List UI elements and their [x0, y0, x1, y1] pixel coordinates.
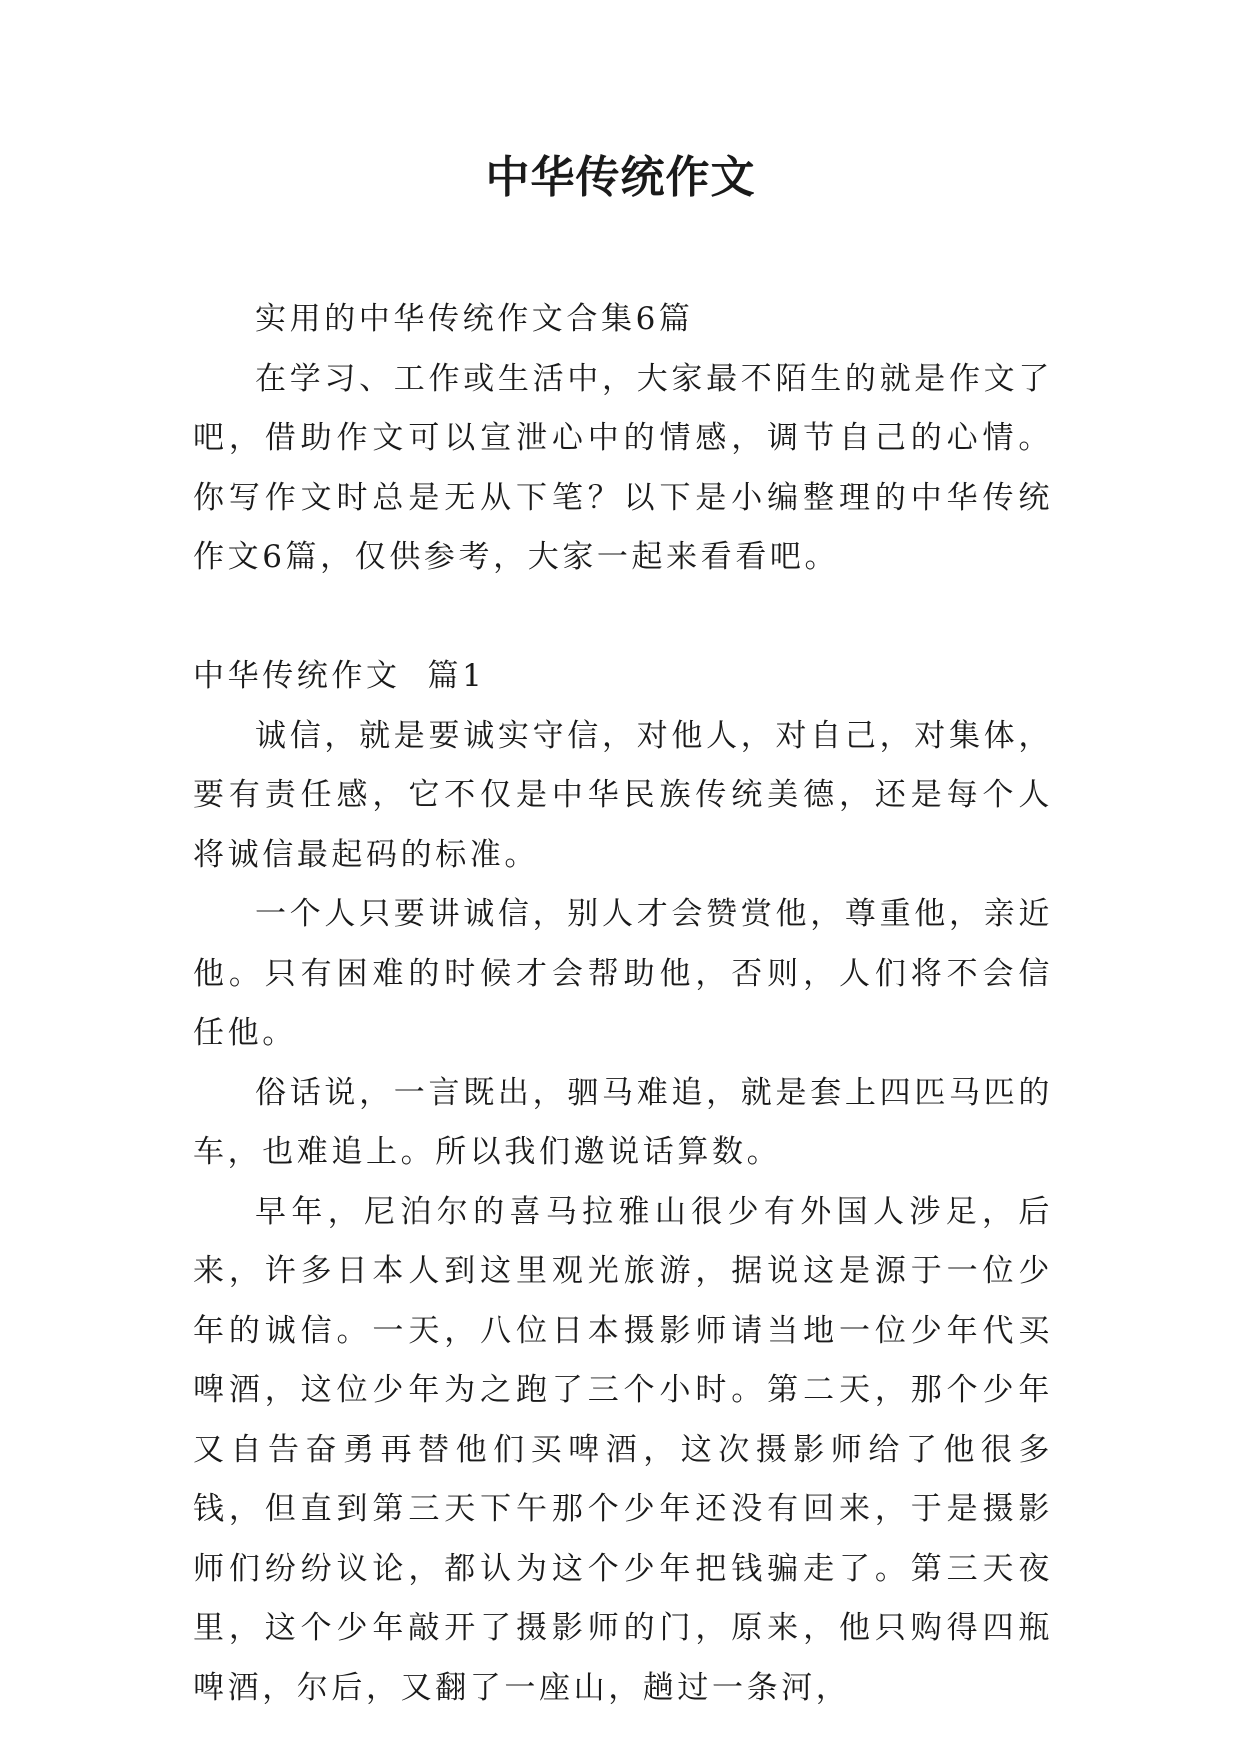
body-paragraph-1: 诚信，就是要诚实守信，对他人，对自己，对集体，要有责任感，它不仅是中华民族传统美德，还是每个人将诚信最起码的标准。 [193, 717, 1053, 873]
document-title: 中华传统作文 [485, 152, 756, 203]
body-paragraph-4: 早年，尼泊尔的喜马拉雅山很少有外国人涉足，后来，许多日本人到这里观光旅游，据说这是源于一位少年的诚信。一天，八位日本摄影师请当地一位少年代买啤酒，这位少年为之跑了三个小时。第二天，那个少年又自告奋勇再替他们买啤酒，这次摄影师给了他很多钱，但直到第三天下午那个少年还没有回来，于是摄影师们纷纷议论，都认为这个少年把钱骗走了。第三天夜里，这个少年敲开了摄影师的门，原来，他只购得四瓶啤酒，尔后，又翻了一座山，趟过一条河， [193, 1193, 1053, 1706]
document-body [193, 290, 1053, 1718]
body-paragraph-2: 一个人只要讲诚信，别人才会赞赏他，尊重他，亲近他。只有困难的时候才会帮助他，否则，人们将不会信任他。 [193, 896, 1053, 1051]
intro-paragraph: 在学习、工作或生活中，大家最不陌生的就是作文了吧，借助作文可以宣泄心中的情感，调节自己的心情。你写作文时总是无从下笔？以下是小编整理的中华传统作文6篇，仅供参考，大家一起来看看吧。 [193, 360, 1053, 575]
body-paragraph-3: 俗话说，一言既出，驷马难追，就是套上四匹马匹的车，也难追上。所以我们邀说话算数。 [193, 1074, 1053, 1170]
section-heading: 中华传统作文 篇1 [193, 658, 486, 694]
subtitle-paragraph: 实用的中华传统作文合集6篇 [255, 301, 694, 337]
